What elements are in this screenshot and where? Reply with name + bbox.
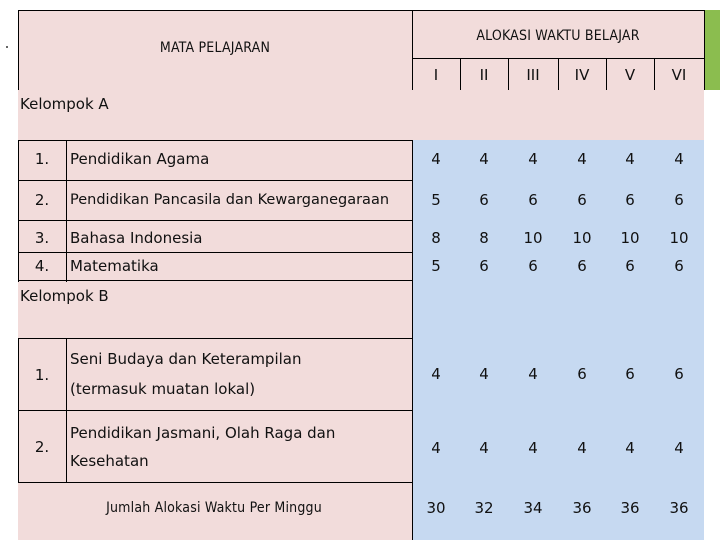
row-a2-subject: Pendidikan Pancasila dan Kewarganegaraan [70, 191, 390, 208]
a3-v2: 8 [479, 229, 489, 247]
subject-divider-a [412, 140, 413, 282]
grade-3-header: III [526, 66, 540, 84]
b2-v2: 4 [479, 439, 489, 457]
allocation-header: ALOKASI WAKTU BELAJAR [476, 28, 640, 44]
a4-v5: 6 [625, 257, 635, 275]
group-a-left-border [18, 140, 19, 282]
row-b1-bottom [18, 410, 412, 411]
a3-v1: 8 [431, 229, 441, 247]
a3-v5: 10 [620, 229, 640, 247]
row-a4-bottom [18, 280, 412, 281]
number-divider-a [66, 140, 67, 282]
total-v6: 36 [669, 499, 689, 517]
a4-v1: 5 [431, 257, 441, 275]
a4-v2: 6 [479, 257, 489, 275]
grade-6-header: VI [671, 66, 687, 84]
b1-v5: 6 [625, 365, 635, 383]
grade-1-header: I [433, 66, 439, 84]
total-v3: 34 [523, 499, 543, 517]
col-divider-2 [508, 58, 509, 90]
a1-v5: 4 [625, 150, 635, 168]
group-a-label: Kelompok A [20, 95, 109, 113]
a3-v4: 10 [572, 229, 592, 247]
grade-4-header: IV [574, 66, 590, 84]
b2-v5: 4 [625, 439, 635, 457]
a4-v6: 6 [674, 257, 684, 275]
row-b2-bottom [18, 482, 412, 483]
total-v5: 36 [620, 499, 640, 517]
row-b-top [18, 338, 412, 339]
a2-v5: 6 [625, 191, 635, 209]
a1-v4: 4 [577, 150, 587, 168]
grade-5-header: V [624, 66, 636, 84]
col-divider-1 [460, 58, 461, 90]
row-b2-subject-line1: Pendidikan Jasmani, Olah Raga dan [70, 423, 336, 442]
a3-v6: 10 [669, 229, 689, 247]
row-a2-bottom [18, 220, 412, 221]
group-b-label: Kelompok B [20, 287, 109, 305]
row-a4-number: 4. [34, 256, 50, 275]
a4-v3: 6 [528, 257, 538, 275]
b1-v2: 4 [479, 365, 489, 383]
stray-dot [6, 46, 8, 48]
total-v2: 32 [474, 499, 494, 517]
b1-v4: 6 [577, 365, 587, 383]
row-a1-bottom [18, 180, 412, 181]
a1-v2: 4 [479, 150, 489, 168]
subject-header: MATA PELAJARAN [159, 40, 271, 56]
total-v1: 30 [426, 499, 446, 517]
row-b2-number: 2. [34, 437, 50, 456]
grade-2-header: II [479, 66, 489, 84]
row-b1-subject-line1: Seni Budaya dan Keterampilan [70, 349, 302, 368]
b2-v4: 4 [577, 439, 587, 457]
subject-divider [412, 10, 413, 90]
a2-v2: 6 [479, 191, 489, 209]
b2-v3: 4 [528, 439, 538, 457]
a1-v3: 4 [528, 150, 538, 168]
row-a1-subject: Pendidikan Agama [70, 149, 210, 168]
col-divider-5 [654, 58, 655, 90]
row-a4-subject: Matematika [70, 256, 159, 275]
right-border [704, 10, 705, 90]
col-divider-3 [558, 58, 559, 90]
b2-v6: 4 [674, 439, 684, 457]
row-a1-number: 1. [34, 149, 50, 168]
b1-v1: 4 [431, 365, 441, 383]
row-a3-number: 3. [34, 228, 50, 247]
total-v4: 36 [572, 499, 592, 517]
col-divider-4 [606, 58, 607, 90]
top-border [412, 10, 704, 11]
right-green-edge [704, 10, 720, 90]
b1-v6: 6 [674, 365, 684, 383]
row-a-top [18, 140, 412, 141]
a4-v4: 6 [577, 257, 587, 275]
row-b2-subject-line2: Kesehatan [70, 451, 149, 470]
b1-v3: 4 [528, 365, 538, 383]
row-a2-number: 2. [34, 190, 50, 209]
a1-v6: 4 [674, 150, 684, 168]
a2-v6: 6 [674, 191, 684, 209]
row-b1-subject-line2: (termasuk muatan lokal) [70, 379, 256, 398]
a1-v1: 4 [431, 150, 441, 168]
header-top-left [18, 10, 412, 11]
a2-v1: 5 [431, 191, 441, 209]
row-b1-number: 1. [34, 365, 50, 384]
a2-v4: 6 [577, 191, 587, 209]
b2-v1: 4 [431, 439, 441, 457]
total-label: Jumlah Alokasi Waktu Per Minggu [106, 500, 322, 516]
left-border [18, 10, 19, 90]
subject-divider-b [412, 282, 413, 540]
row-a3-subject: Bahasa Indonesia [70, 228, 203, 247]
row-a3-bottom [18, 252, 412, 253]
a2-v3: 6 [528, 191, 538, 209]
a3-v3: 10 [523, 229, 543, 247]
